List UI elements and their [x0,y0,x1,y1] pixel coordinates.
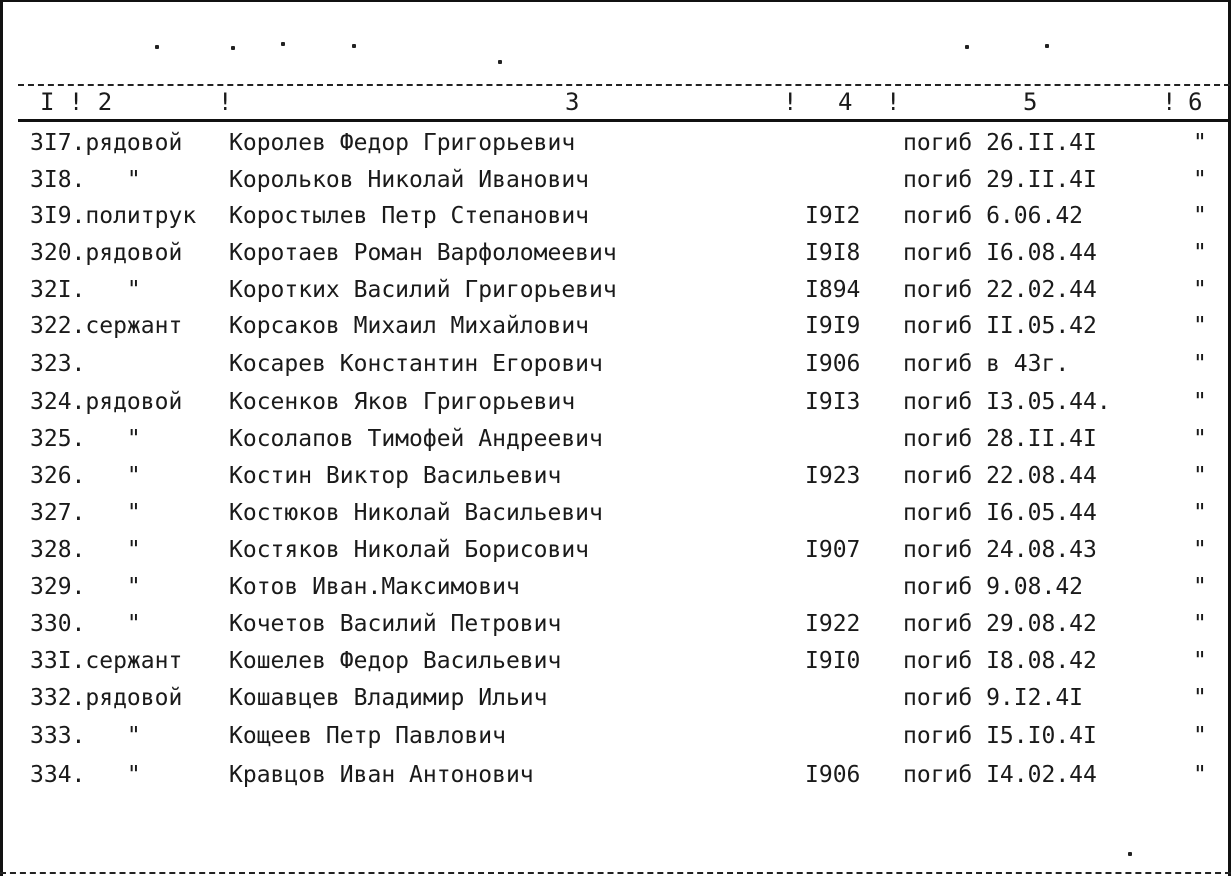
row-birth-year: I9I9 [805,313,861,339]
row-full-name: Кощеев Петр Павлович [229,723,506,749]
table-row [0,723,1231,759]
row-fate: погиб 9.I2.4I [903,685,1084,711]
scan-speck [281,42,285,46]
row-ditto-mark: " [1193,574,1207,600]
row-number-rank: 33I.сержант [30,648,183,674]
row-ditto-mark: " [1193,723,1207,749]
row-fate: погиб 9.08.42 [903,574,1084,600]
header-separator: ! [886,88,901,116]
row-number-rank: 328. " [30,537,141,563]
table-row [0,574,1231,610]
row-number-rank: 325. " [30,426,141,452]
row-full-name: Костин Виктор Васильевич [229,463,562,489]
row-full-name: Кошавцев Владимир Ильич [229,685,548,711]
row-ditto-mark: " [1193,611,1207,637]
table-row [0,277,1231,313]
table-row [0,537,1231,573]
row-full-name: Кравцов Иван Антонович [229,762,534,788]
table-row [0,167,1231,203]
header-separator: ! [1162,88,1177,116]
table-row [0,426,1231,462]
header-bottom-rule [18,119,1230,122]
row-fate: погиб I6.08.44 [903,240,1097,266]
row-fate: погиб в 43г. [903,351,1070,377]
row-full-name: Косарев Константин Егорович [229,351,603,377]
scan-speck [231,46,235,50]
row-fate: погиб 24.08.43 [903,537,1097,563]
row-number-rank: 320.рядовой [30,240,183,266]
scan-speck [1045,44,1049,48]
table-header [0,88,1231,118]
row-ditto-mark: " [1193,685,1207,711]
row-ditto-mark: " [1193,313,1207,339]
table-row [0,463,1231,499]
row-number-rank: 333. " [30,723,141,749]
row-birth-year: I906 [805,351,861,377]
row-fate: погиб I8.08.42 [903,648,1097,674]
row-full-name: Коротаев Роман Варфоломеевич [229,240,617,266]
row-ditto-mark: " [1193,648,1207,674]
row-fate: погиб 26.II.4I [903,130,1097,156]
table-row [0,389,1231,425]
row-ditto-mark: " [1193,389,1207,415]
row-birth-year: I9I3 [805,389,861,415]
row-birth-year: I9I0 [805,648,861,674]
row-number-rank: 330. " [30,611,141,637]
row-fate: погиб 29.II.4I [903,167,1097,193]
row-full-name: Костюков Николай Васильевич [229,500,603,526]
row-full-name: Косенков Яков Григорьевич [229,389,576,415]
scan-speck [965,45,969,49]
row-number-rank: 334. " [30,762,141,788]
header-col-4: 4 [838,88,853,116]
row-birth-year: I923 [805,463,861,489]
row-fate: погиб 6.06.42 [903,203,1084,229]
row-ditto-mark: " [1193,130,1207,156]
row-number-rank: 326. " [30,463,141,489]
header-separator: ! [783,88,798,116]
table-row [0,500,1231,536]
row-birth-year: I922 [805,611,861,637]
page-top-edge [0,0,1231,2]
table-row [0,762,1231,798]
row-birth-year: I906 [805,762,861,788]
row-ditto-mark: " [1193,203,1207,229]
row-ditto-mark: " [1193,240,1207,266]
header-col-6: 6 [1188,88,1203,116]
scan-speck [352,44,356,48]
table-row [0,203,1231,239]
row-fate: погиб 22.02.44 [903,277,1097,303]
row-birth-year: I907 [805,537,861,563]
row-ditto-mark: " [1193,277,1207,303]
row-fate: погиб I5.I0.4I [903,723,1097,749]
header-separator: ! [218,88,233,116]
row-ditto-mark: " [1193,351,1207,377]
row-fate: погиб 22.08.44 [903,463,1097,489]
scan-speck [498,60,502,64]
row-number-rank: 323. [30,351,86,377]
table-row [0,648,1231,684]
scan-speck [155,45,159,49]
row-fate: погиб I6.05.44 [903,500,1097,526]
row-number-rank: 32I. " [30,277,141,303]
row-full-name: Кошелев Федор Васильевич [229,648,562,674]
row-fate: погиб 28.II.4I [903,426,1097,452]
row-full-name: Корольков Николай Иванович [229,167,590,193]
row-full-name: Королев Федор Григорьевич [229,130,576,156]
table-row [0,611,1231,647]
row-full-name: Косолапов Тимофей Андреевич [229,426,603,452]
row-ditto-mark: " [1193,762,1207,788]
table-row [0,685,1231,721]
row-full-name: Корсаков Михаил Михайлович [229,313,590,339]
row-ditto-mark: " [1193,500,1207,526]
header-col-5: 5 [1023,88,1038,116]
scan-speck [1128,852,1132,856]
row-ditto-mark: " [1193,537,1207,563]
row-number-rank: 3I7.рядовой [30,130,183,156]
table-row [0,130,1231,166]
row-birth-year: I9I8 [805,240,861,266]
header-col-1-2: I ! 2 [40,88,113,116]
row-full-name: Костяков Николай Борисович [229,537,590,563]
row-fate: погиб 29.08.42 [903,611,1097,637]
row-fate: погиб II.05.42 [903,313,1097,339]
row-full-name: Коротких Василий Григорьевич [229,277,617,303]
row-number-rank: 3I9.политрук [30,203,197,229]
row-fate: погиб I4.02.44 [903,762,1097,788]
row-number-rank: 322.сержант [30,313,183,339]
row-number-rank: 3I8. " [30,167,141,193]
header-col-3: 3 [565,88,580,116]
row-birth-year: I894 [805,277,861,303]
row-number-rank: 324.рядовой [30,389,183,415]
row-ditto-mark: " [1193,426,1207,452]
table-row [0,351,1231,387]
row-full-name: Кочетов Василий Петрович [229,611,562,637]
table-row [0,313,1231,349]
row-full-name: Коростылев Петр Степанович [229,203,590,229]
table-row [0,240,1231,276]
page-bottom-rule [0,872,1231,874]
row-full-name: Котов Иван.Максимович [229,574,520,600]
row-ditto-mark: " [1193,167,1207,193]
row-fate: погиб I3.05.44. [903,389,1111,415]
table-top-rule [18,84,1230,86]
row-number-rank: 332.рядовой [30,685,183,711]
row-birth-year: I9I2 [805,203,861,229]
row-number-rank: 329. " [30,574,141,600]
row-number-rank: 327. " [30,500,141,526]
row-ditto-mark: " [1193,463,1207,489]
